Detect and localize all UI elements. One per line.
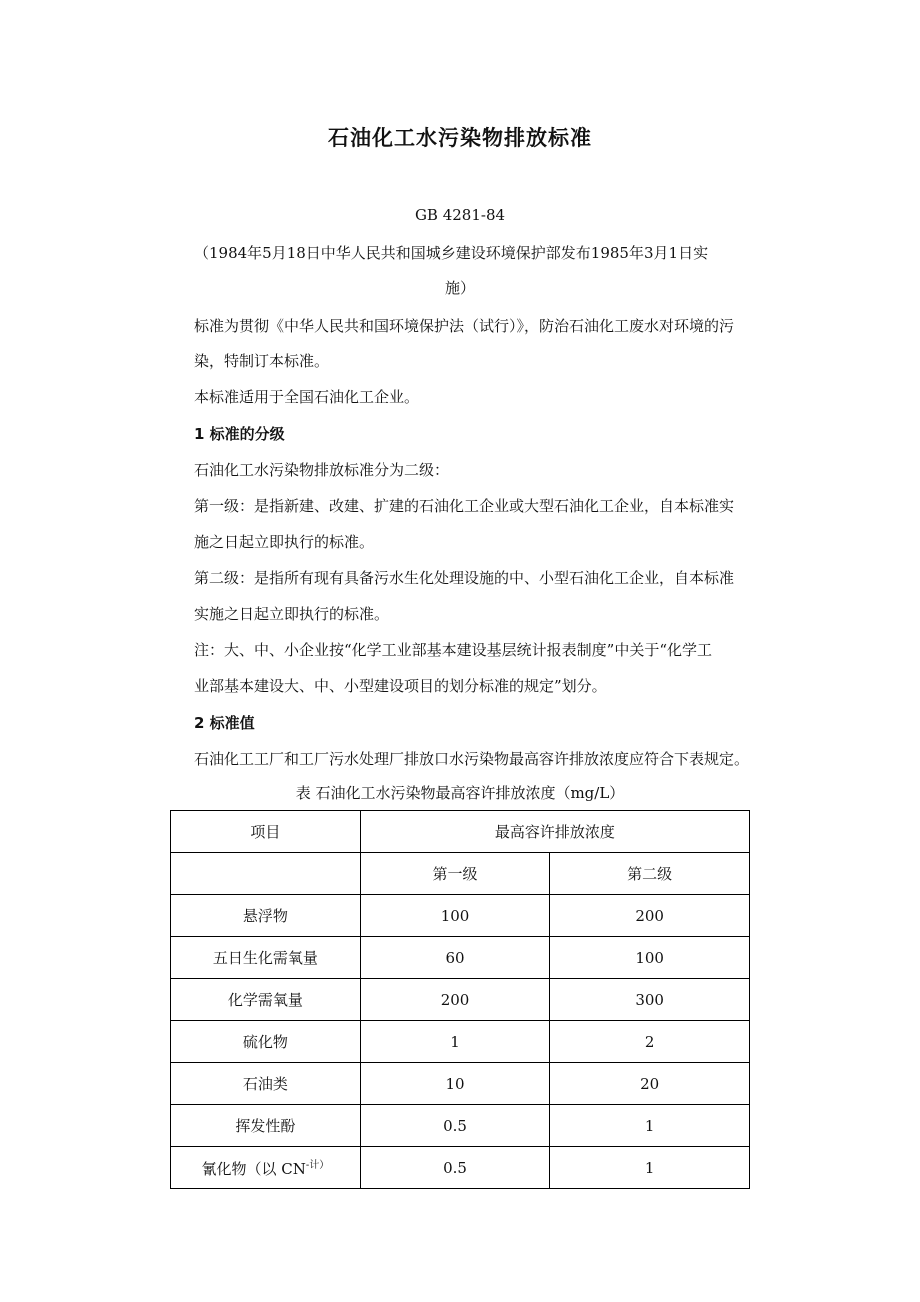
level-2-value: 1	[550, 1105, 750, 1147]
level-1-value: 100	[360, 895, 550, 937]
table-caption: 表 石油化工水污染物最高容许排放浓度（mg/L）	[295, 784, 625, 802]
pollutant-name-superscript: -计）	[305, 1160, 330, 1171]
pollutant-name: 化学需氧量	[171, 979, 361, 1021]
issued-line-2: 施）	[444, 279, 475, 297]
section-1-line: 业部基本建设大、中、小型建设项目的划分标准的规定”划分。	[194, 677, 607, 695]
header-item: 项目	[171, 811, 361, 853]
header-level-2: 第二级	[550, 853, 750, 895]
level-1-value: 200	[360, 979, 550, 1021]
intro-line: 标准为贯彻《中华人民共和国环境保护法（试行）》，防治石油化工废水对环境的污	[194, 317, 735, 335]
intro-line: 本标准适用于全国石油化工企业。	[194, 388, 420, 406]
level-2-value: 1	[550, 1147, 750, 1189]
section-1-line: 实施之日起立即执行的标准。	[194, 605, 390, 623]
level-1-value: 60	[360, 937, 550, 979]
emission-standards-table	[170, 810, 750, 1189]
pollutant-name	[171, 1147, 361, 1189]
level-1-value: 1	[360, 1021, 550, 1063]
level-1-value: 10	[360, 1063, 550, 1105]
table-row	[171, 979, 750, 1021]
section-1-line: 第一级：是指新建、改建、扩建的石油化工企业或大型石油化工企业，自本标准实	[194, 497, 735, 515]
table-row	[171, 937, 750, 979]
level-1-value: 0.5	[360, 1105, 550, 1147]
pollutant-name: 石油类	[171, 1063, 361, 1105]
level-2-value: 100	[550, 937, 750, 979]
section-1-line: 注：大、中、小企业按“化学工业部基本建设基层统计报表制度”中关于“化学工	[194, 641, 713, 659]
header-level-1: 第一级	[360, 853, 550, 895]
pollutant-name: 硫化物	[171, 1021, 361, 1063]
document-title: 石油化工水污染物排放标准	[328, 126, 592, 150]
level-2-value: 2	[550, 1021, 750, 1063]
table-row	[171, 1063, 750, 1105]
standard-code: GB 4281-84	[414, 206, 506, 224]
level-2-value: 200	[550, 895, 750, 937]
table-subheader-row	[171, 853, 750, 895]
table-row	[171, 1021, 750, 1063]
level-1-value: 0.5	[360, 1147, 550, 1189]
issued-line-1: （1984年5月18日中华人民共和国城乡建设环境保护部发布1985年3月1日实	[194, 244, 709, 262]
section-2-heading: 2 标准值	[194, 714, 255, 732]
section-1-line: 第二级：是指所有现有具备污水生化处理设施的中、小型石油化工企业，自本标准	[194, 569, 735, 587]
section-1-line: 施之日起立即执行的标准。	[194, 533, 375, 551]
table-row	[171, 1147, 750, 1189]
section-1-line: 石油化工水污染物排放标准分为二级：	[194, 461, 450, 479]
pollutant-name: 悬浮物	[171, 895, 361, 937]
header-empty-cell	[171, 853, 361, 895]
pollutant-name-text: 氰化物（以 CN	[201, 1160, 306, 1178]
header-max-concentration: 最高容许排放浓度	[360, 811, 749, 853]
table-row	[171, 895, 750, 937]
pollutant-name: 五日生化需氧量	[171, 937, 361, 979]
level-2-value: 20	[550, 1063, 750, 1105]
section-2-line: 石油化工工厂和工厂污水处理厂排放口水污染物最高容许排放浓度应符合下表规定。	[194, 750, 750, 768]
level-2-value: 300	[550, 979, 750, 1021]
intro-line: 染，特制订本标准。	[194, 352, 330, 370]
pollutant-name: 挥发性酚	[171, 1105, 361, 1147]
section-1-heading: 1 标准的分级	[194, 425, 285, 443]
table-row	[171, 1105, 750, 1147]
table-header-row	[171, 811, 750, 853]
